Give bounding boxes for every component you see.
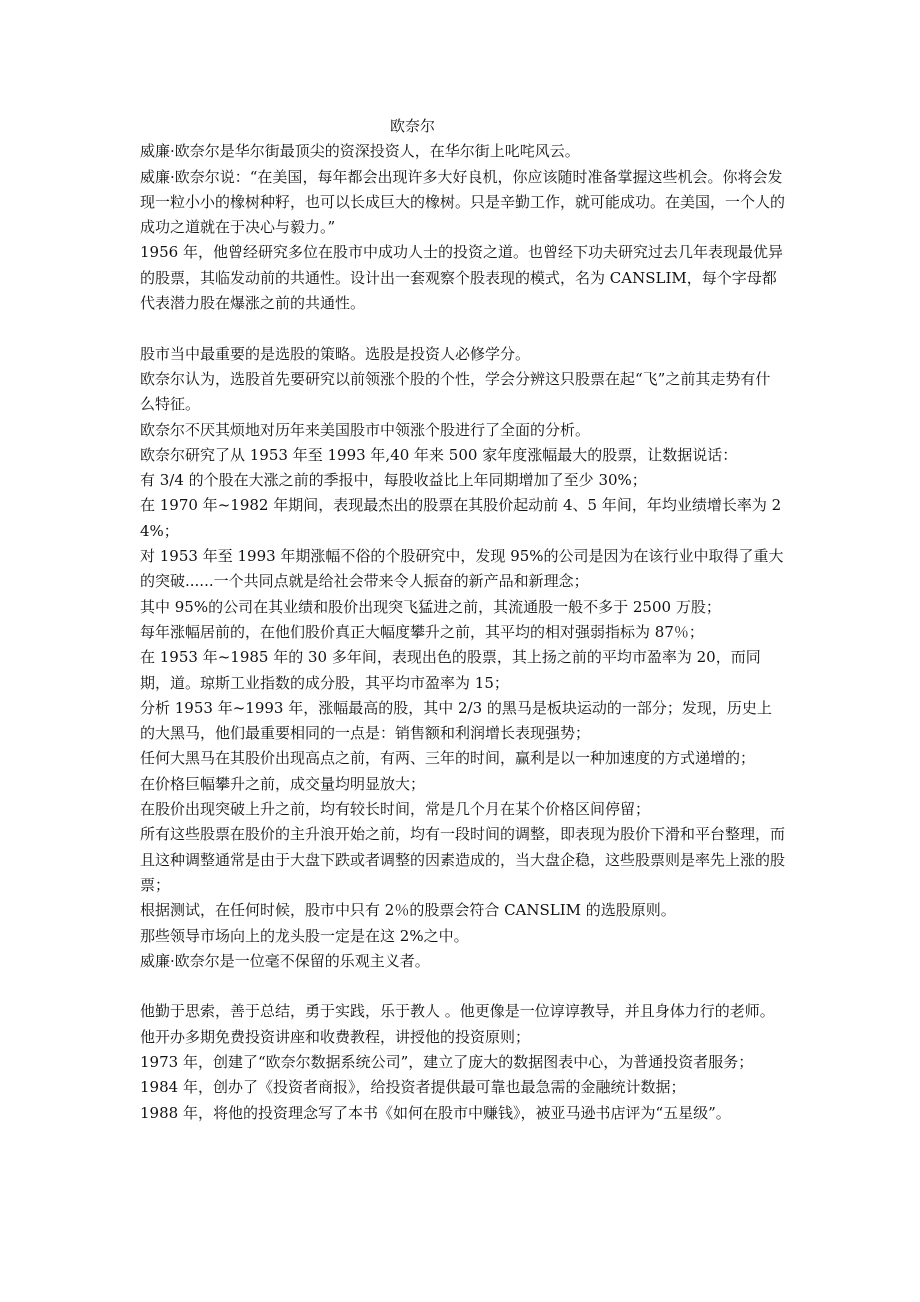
paragraph: 1973 年，创建了“欧奈尔数据系统公司”，建立了庞大的数据图表中心，为普通投资者服务； xyxy=(140,1052,754,1071)
paragraph: 在 1953 年~1985 年的 30 多年间，表现出色的股票，其上扬之前的平均市盈率为 20，而同期，道。琼斯工业指数的成分股，其平均市盈率为 15； xyxy=(140,648,761,692)
blank-line xyxy=(140,974,785,999)
paragraph: 对 1953 年至 1993 年期涨幅不俗的个股研究中，发现 95%的公司是因为在该行业中取得了重大的突破......一个共同点就是给社会带来令人振奋的新产品和新理念； xyxy=(140,547,784,591)
paragraph: 威廉·欧奈尔是华尔街最顶尖的资深投资人，在华尔街上叱咤风云。 xyxy=(140,142,580,161)
paragraph: 根据测试，在任何时候，股市中只有 2％的股票会符合 CANSLIM 的选股原则。 xyxy=(140,901,676,920)
blank-line xyxy=(140,316,785,341)
paragraph: 每年涨幅居前的，在他们股价真正大幅度攀升之前，其平均的相对强弱指标为 87％； xyxy=(140,622,704,641)
document-title: 欧奈尔 xyxy=(390,117,436,135)
paragraph: 他开办多期免费投资讲座和收费教程，讲授他的投资原则； xyxy=(140,1027,531,1046)
paragraph: 欧奈尔不厌其烦地对历年来美国股市中领涨个股进行了全面的分析。 xyxy=(140,420,591,439)
paragraph: 威廉·欧奈尔说：“在美国，每年都会出现许多大好良机，你应该随时准备掌握这些机会。你将会发现一粒小小的橡树种籽，也可以长成巨大的橡树。只是辛勤工作，就可能成功。在美国，一个人的成功之道就在于决心与毅力。” xyxy=(140,167,786,237)
paragraph: 欧奈尔认为，选股首先要研究以前领涨个股的个性，学会分辨这只股票在起“飞”之前其走势有什么特征。 xyxy=(140,369,771,414)
paragraph: 那些领导市场向上的龙头股一定是在这 2%之中。 xyxy=(140,926,469,945)
paragraph: 有 3/4 的个股在大涨之前的季报中，每股收益比上年同期增加了至少 30%； xyxy=(140,471,647,490)
paragraph: 1988 年，将他的投资理念写了本书《如何在股市中赚钱》，被亚马逊书店评为“五星级”。 xyxy=(140,1103,731,1122)
paragraph: 威廉·欧奈尔是一位毫不保留的乐观主义者。 xyxy=(140,951,430,970)
paragraph: 其中 95%的公司在其业绩和股价出现突飞猛进之前，其流通股一般不多于 2500 万股； xyxy=(140,597,721,616)
paragraph: 他勤于思索，善于总结，勇于实践，乐于教人 。他更像是一位谆谆教导，并且身体力行的老师。 xyxy=(140,1002,775,1021)
paragraph: 欧奈尔研究了从 1953 年至 1993 年,40 年来 500 家年度涨幅最大的股票，让数据说话： xyxy=(140,445,738,464)
paragraph: 1984 年，创办了《投资者商报》，给投资者提供最可靠也最急需的金融统计数据； xyxy=(140,1078,686,1097)
paragraph: 任何大黑马在其股价出现高点之前，有两、三年的时间，赢利是以一种加速度的方式递增的； xyxy=(140,749,756,768)
paragraph: 所有这些股票在股价的主升浪开始之前，均有一段时间的调整，即表现为股价下滑和平台整理，而且这种调整通常是由于大盘下跌或者调整的因素造成的，当大盘企稳，这些股票则是率先上涨的股票； xyxy=(140,825,786,894)
paragraph: 股市当中最重要的是选股的策略。选股是投资人必修学分。 xyxy=(140,344,531,363)
paragraph: 在价格巨幅攀升之前，成交量均明显放大； xyxy=(140,774,426,793)
paragraph: 在 1970 年~1982 年期间，表现最杰出的股票在其股价起动前 4、5 年间，年均业绩增长率为 24%； xyxy=(140,496,782,540)
paragraph: 1956 年，他曾经研究多位在股市中成功人士的投资之道。也曾经下功夫研究过去几年表现最优异的股票，其临发动前的共通性。设计出一套观察个股表现的模式，名为 CANSLIM，每个字母都代表潜力股在爆涨之前的共通性。 xyxy=(140,243,783,313)
document-body xyxy=(140,114,785,1126)
paragraph: 在股价出现突破上升之前，均有较长时间，常是几个月在某个价格区间停留； xyxy=(140,800,651,819)
paragraph: 分析 1953 年~1993 年，涨幅最高的股，其中 2/3 的黑马是板块运动的一部分；发现，历史上的大黑马，他们最重要相同的一点是：销售额和利润增长表现强势； xyxy=(140,698,772,743)
